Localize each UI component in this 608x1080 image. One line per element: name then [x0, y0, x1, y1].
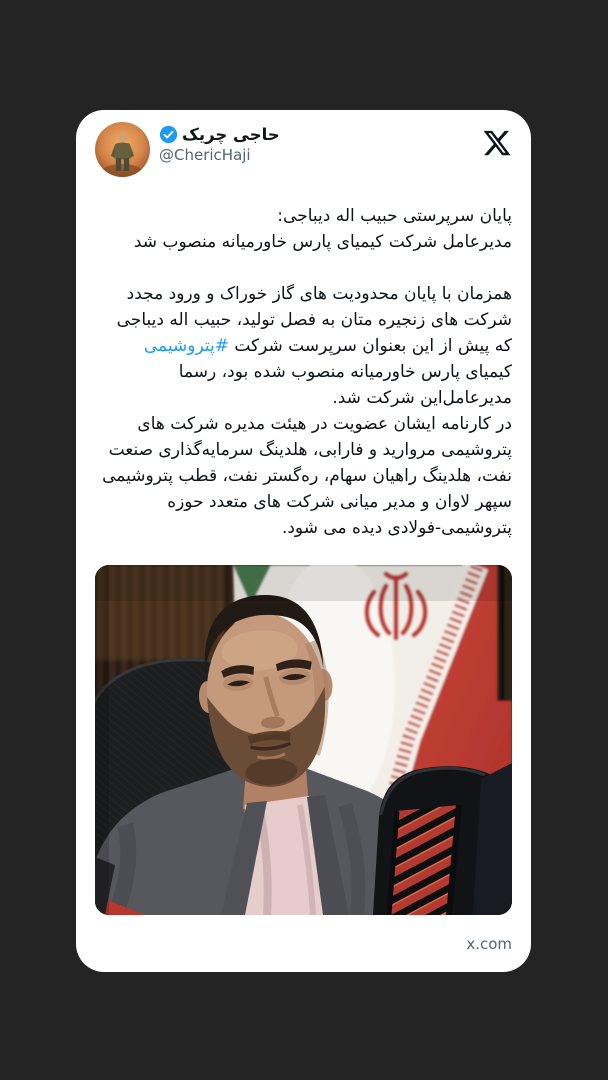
author-block [159, 125, 280, 164]
author-handle[interactable]: @ChericHaji [159, 146, 251, 164]
photo-illustration [95, 565, 512, 915]
source-domain-link[interactable]: x.com [466, 935, 512, 953]
tweet-header [95, 122, 512, 177]
tweet-body-after-hashtag: کیمیای پارس خاورمیانه منصوب شده بود، رسما مدیرعامل‌این شرکت شد. [178, 362, 512, 408]
author-name-row[interactable] [159, 125, 280, 144]
tweet-text [95, 203, 512, 541]
tweet-paragraph-1 [95, 203, 512, 255]
verified-badge-icon [159, 125, 178, 144]
tweet-body-before-hashtag: همزمان با پایان محدودیت های گاز خوراک و ورود مجدد شرکت های زنجیره متان به فصل تولید، حبیب اله دیباجی که پیش از این بعنوان سرپرست شرکت [116, 284, 512, 356]
tweet-line-1: پایان سرپرستی حبیب اله دیباجی: [277, 206, 512, 226]
hashtag-petroshimi[interactable]: #پتروشیمی [143, 336, 229, 356]
tweet-body-career: در کارنامه ایشان عضویت در هیئت مدیره شرکت های پتروشیمی مروارید و فارابی، هلدینگ سرمایه‌گذاری صنعت نفت، هلدینگ راهیان سهام، ره‌گستر نفت، قطب پتروشیمی سپهر لاوان و مدیر میانی شرکت های متعدد حوزه پتروشیمی-فولادی دیده می شود. [102, 414, 512, 538]
avatar[interactable] [95, 122, 150, 177]
tweet-line-2: مدیرعامل شرکت کیمیای پارس خاورمیانه منصوب شد [133, 232, 512, 252]
author-name: حاجی چریک [182, 125, 280, 144]
x-logo-icon[interactable] [482, 128, 512, 158]
profile-photo-illustration [95, 122, 150, 177]
tweet-card [76, 110, 531, 972]
tweet-photo[interactable] [95, 565, 512, 915]
tweet-paragraph-2 [95, 281, 512, 541]
